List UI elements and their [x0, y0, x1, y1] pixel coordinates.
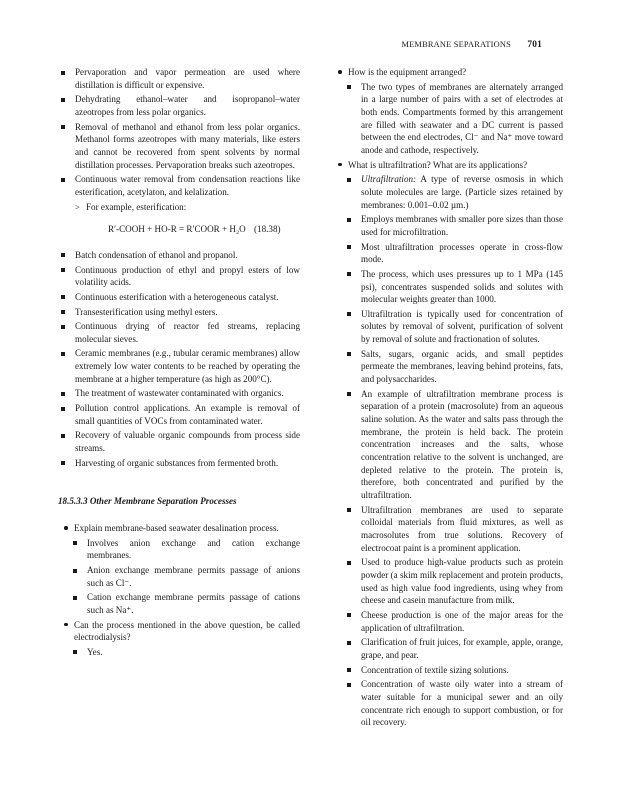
list-item: [344, 173, 563, 211]
list-item: Salts, sugars, organic acids, and small peptides permeate the membranes, leaving behind proteins, fats, and polysaccharides.: [344, 348, 563, 386]
list-item: Recovery of valuable organic compounds from process side streams.: [58, 429, 300, 454]
list-item: Removal of methanol and ethanol from less polar organics. Methanol forms azeotropes with many materials, like esters and cannot be recovered from spent solvents by normal distillation processes. Pervaporation breaks such azeotropes.: [58, 121, 300, 172]
list-item: The two types of membranes are alternately arranged in a large number of pairs with a set of electrodes at both ends. Compartments formed by this arrangement are filled with seawater and a DC current is passed between the end electrodes, Cl⁻ and Na⁺ move toward anode and cathode, respectively.: [344, 81, 563, 157]
list-item: Clarification of fruit juices, for example, apple, orange, grape, and pear.: [344, 636, 563, 661]
list-item: Ultrafiltration membranes are used to separate colloidal materials from fluid mixtures, as well as macrosolutes from true solutions. Recovery of electrocoat paint is a prominent application.: [344, 504, 563, 555]
header-title: MEMBRANE SEPARATIONS: [401, 40, 512, 49]
list-item: Pervaporation and vapor permeation are used where distillation is difficult or expensive.: [58, 66, 300, 91]
list-item: Transesterification using methyl esters.: [58, 306, 300, 319]
list-item: Concentration of textile sizing solutions.: [344, 664, 563, 677]
list-item: Continuous drying of reactor fed streams, replacing molecular sieves.: [58, 320, 300, 345]
list-item: Pollution control applications. An example is removal of small quantities of VOCs from contaminated water.: [58, 402, 300, 427]
running-header: [401, 40, 542, 50]
list-item: Employs membranes with smaller pore sizes than those used for microfiltration.: [344, 213, 563, 238]
list-item: Most ultrafiltration processes operate in cross-flow mode.: [344, 241, 563, 266]
question: Explain membrane-based seawater desalination process.: [64, 522, 300, 535]
list-item: Involves anion exchange and cation exchange membranes.: [70, 537, 300, 562]
list-item: Continuous esterification with a heterogeneous catalyst.: [58, 291, 300, 304]
list-item: Continuous water removal from condensation reactions like esterification, acetylaton, and kelalization.: [58, 173, 300, 198]
list-item: Anion exchange membrane permits passage of anions such as Cl⁻.: [70, 564, 300, 589]
list-item: Ceramic membranes (e.g., tubular ceramic membranes) allow extremely low water contents to be reached by operating the membrane at a higher temperature (as high as 200°C).: [58, 347, 300, 385]
list-item: Cheese production is one of the major areas for the application of ultrafiltration.: [344, 609, 563, 634]
equation: [108, 223, 300, 236]
question: What is ultrafiltration? What are its applications?: [338, 159, 563, 172]
equation-tag: (18.38): [254, 224, 281, 235]
list-item: Yes.: [70, 646, 300, 659]
list-item: Used to produce high-value products such as protein powder (a skim milk replacement and protein products, used as high value food ingredients, using whey from cheese and casein manufacture from milk.: [344, 556, 563, 607]
right-column: [332, 66, 563, 731]
question: How is the equipment arranged?: [338, 66, 563, 79]
section-heading: 18.5.3.3 Other Membrane Separation Processes: [58, 496, 237, 507]
example-note: > For example, esterification:: [75, 201, 300, 214]
definition: A type of reverse osmosis in which solute molecules are large. (Particle sizes retained by membranes: 0.001–0.02 µm.): [361, 174, 563, 210]
page-number: 701: [527, 40, 542, 50]
list-item: Continuous production of ethyl and propyl esters of low volatility acids.: [58, 264, 300, 289]
list-item: Batch condensation of ethanol and propanol.: [58, 249, 300, 262]
list-item: The process, which uses pressures up to 1 MPa (145 psi), concentrates suspended solids and solutes with molecular weights greater than 1000.: [344, 268, 563, 306]
left-column: [58, 66, 300, 661]
list-item: An example of ultrafiltration membrane process is separation of a protein (macrosolute) from an aqueous saline solution. As the water and salts pass through the membrane, the protein is held back. The protein concentration increases and the salts, whose concentration relative to the solvent is unchanged, are depleted relative to the protein. The protein is, therefore, both concentrated and purified by the ultrafiltration.: [344, 388, 563, 502]
list-item: Dehydrating ethanol–water and isopropanol–water azeotropes from less polar organics.: [58, 93, 300, 118]
equation-body: R′-COOH + HO-R = R′COOR + H₂O: [108, 224, 246, 235]
question: Can the process mentioned in the above question, be called electrodialysis?: [64, 619, 300, 644]
list-item: Harvesting of organic substances from fermented broth.: [58, 457, 300, 470]
term: Ultrafiltration:: [361, 174, 417, 185]
list-item: Ultrafiltration is typically used for concentration of solutes by removal of solvent, purification of solvent by removal of solute and fractionation of solutes.: [344, 308, 563, 346]
list-item: Concentration of waste oily water into a stream of water suitable for a municipal sewer and an oily concentrate rich enough to support combustion, or for oil recovery.: [344, 678, 563, 729]
list-item: The treatment of wastewater contaminated with organics.: [58, 387, 300, 400]
list-item: Cation exchange membrane permits passage of cations such as Na⁺.: [70, 591, 300, 616]
